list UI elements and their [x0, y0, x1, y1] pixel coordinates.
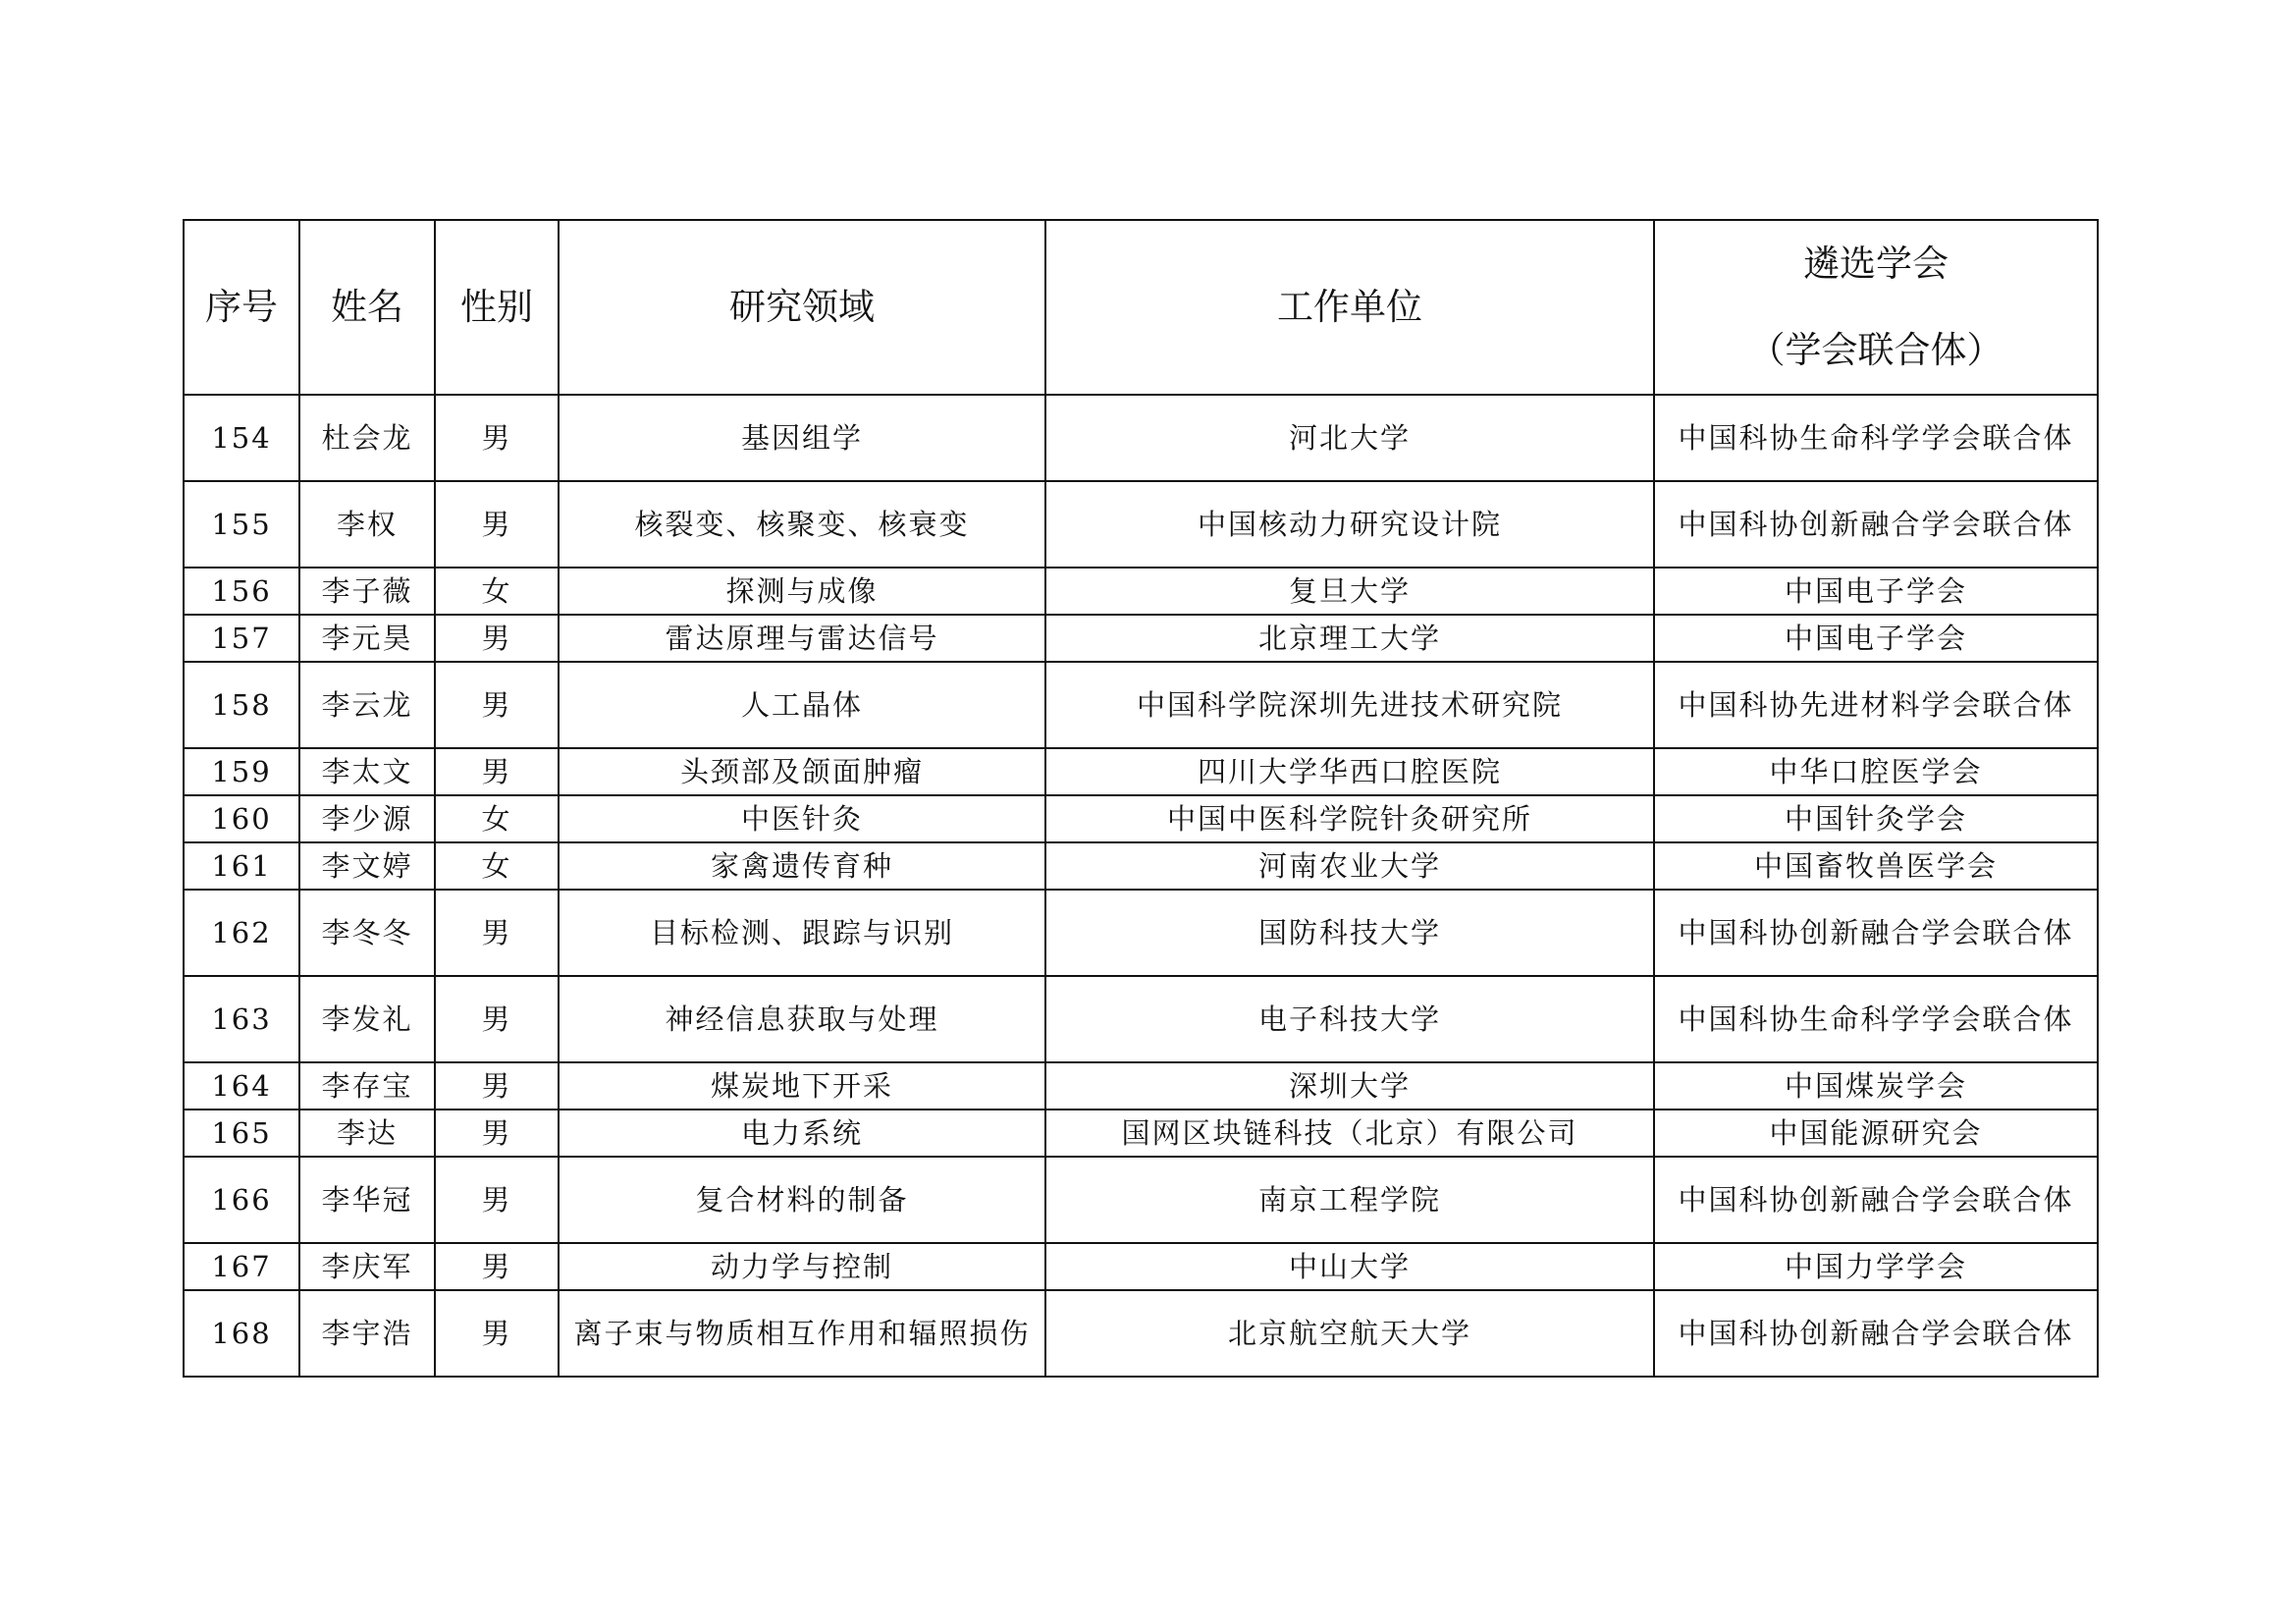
cell-field: 电力系统 — [559, 1110, 1045, 1157]
cell-society: 中国煤炭学会 — [1654, 1062, 2098, 1110]
header-society-line1: 遴选学会 — [1803, 243, 1949, 285]
cell-gender: 男 — [435, 395, 559, 481]
cell-society: 中国科协创新融合学会联合体 — [1654, 890, 2098, 976]
table-row — [184, 1243, 2098, 1290]
cell-society: 中华口腔医学会 — [1654, 748, 2098, 795]
table-row — [184, 615, 2098, 662]
cell-field: 复合材料的制备 — [559, 1157, 1045, 1243]
cell-gender: 男 — [435, 1062, 559, 1110]
cell-seq: 167 — [184, 1243, 299, 1290]
cell-seq: 160 — [184, 795, 299, 842]
cell-field: 神经信息获取与处理 — [559, 976, 1045, 1062]
table-row — [184, 748, 2098, 795]
cell-field: 基因组学 — [559, 395, 1045, 481]
cell-workplace: 中山大学 — [1045, 1243, 1654, 1290]
header-society-line2: （学会联合体） — [1748, 329, 2003, 371]
cell-seq: 163 — [184, 976, 299, 1062]
cell-seq: 158 — [184, 662, 299, 748]
cell-workplace: 北京航空航天大学 — [1045, 1290, 1654, 1377]
cell-society: 中国畜牧兽医学会 — [1654, 842, 2098, 890]
cell-seq: 159 — [184, 748, 299, 795]
cell-seq: 161 — [184, 842, 299, 890]
cell-society: 中国科协创新融合学会联合体 — [1654, 1157, 2098, 1243]
cell-seq: 164 — [184, 1062, 299, 1110]
cell-workplace: 国防科技大学 — [1045, 890, 1654, 976]
cell-name: 李元昊 — [299, 615, 435, 662]
cell-workplace: 中国中医科学院针灸研究所 — [1045, 795, 1654, 842]
cell-gender: 男 — [435, 1290, 559, 1377]
cell-field: 动力学与控制 — [559, 1243, 1045, 1290]
cell-name: 李云龙 — [299, 662, 435, 748]
cell-society: 中国科协生命科学学会联合体 — [1654, 976, 2098, 1062]
cell-name: 李子薇 — [299, 568, 435, 615]
cell-society: 中国力学学会 — [1654, 1243, 2098, 1290]
cell-workplace: 南京工程学院 — [1045, 1157, 1654, 1243]
cell-name: 李宇浩 — [299, 1290, 435, 1377]
cell-name: 杜会龙 — [299, 395, 435, 481]
cell-gender: 男 — [435, 1243, 559, 1290]
cell-seq: 157 — [184, 615, 299, 662]
table-row — [184, 1157, 2098, 1243]
cell-workplace: 中国核动力研究设计院 — [1045, 481, 1654, 568]
cell-gender: 男 — [435, 615, 559, 662]
table-row — [184, 1290, 2098, 1377]
cell-seq: 154 — [184, 395, 299, 481]
cell-field: 探测与成像 — [559, 568, 1045, 615]
cell-name: 李庆军 — [299, 1243, 435, 1290]
cell-seq: 162 — [184, 890, 299, 976]
cell-gender: 男 — [435, 662, 559, 748]
cell-name: 李发礼 — [299, 976, 435, 1062]
cell-field: 核裂变、核聚变、核衰变 — [559, 481, 1045, 568]
cell-field: 目标检测、跟踪与识别 — [559, 890, 1045, 976]
header-society — [1654, 220, 2098, 395]
table-row — [184, 842, 2098, 890]
cell-workplace: 北京理工大学 — [1045, 615, 1654, 662]
table-row — [184, 568, 2098, 615]
cell-field: 离子束与物质相互作用和辐照损伤 — [559, 1290, 1045, 1377]
cell-name: 李达 — [299, 1110, 435, 1157]
table-row — [184, 662, 2098, 748]
table-body — [184, 395, 2098, 1377]
table-header — [184, 220, 2098, 395]
cell-field: 中医针灸 — [559, 795, 1045, 842]
cell-society: 中国科协创新融合学会联合体 — [1654, 1290, 2098, 1377]
header-workplace: 工作单位 — [1045, 220, 1654, 395]
cell-gender: 男 — [435, 748, 559, 795]
table-row — [184, 795, 2098, 842]
cell-gender: 男 — [435, 890, 559, 976]
cell-seq: 155 — [184, 481, 299, 568]
header-field: 研究领域 — [559, 220, 1045, 395]
cell-name: 李权 — [299, 481, 435, 568]
cell-gender: 男 — [435, 481, 559, 568]
header-gender: 性别 — [435, 220, 559, 395]
cell-gender: 男 — [435, 1157, 559, 1243]
cell-workplace: 河北大学 — [1045, 395, 1654, 481]
cell-name: 李少源 — [299, 795, 435, 842]
table-row — [184, 890, 2098, 976]
table-row — [184, 1110, 2098, 1157]
cell-society: 中国电子学会 — [1654, 568, 2098, 615]
cell-seq: 165 — [184, 1110, 299, 1157]
cell-workplace: 深圳大学 — [1045, 1062, 1654, 1110]
table-row — [184, 976, 2098, 1062]
cell-society: 中国针灸学会 — [1654, 795, 2098, 842]
cell-name: 李华冠 — [299, 1157, 435, 1243]
cell-name: 李文婷 — [299, 842, 435, 890]
header-name: 姓名 — [299, 220, 435, 395]
cell-society: 中国电子学会 — [1654, 615, 2098, 662]
cell-gender: 男 — [435, 1110, 559, 1157]
cell-workplace: 河南农业大学 — [1045, 842, 1654, 890]
cell-name: 李太文 — [299, 748, 435, 795]
table-row — [184, 395, 2098, 481]
cell-field: 雷达原理与雷达信号 — [559, 615, 1045, 662]
cell-gender: 女 — [435, 568, 559, 615]
talent-roster-table — [183, 219, 2099, 1378]
cell-workplace: 中国科学院深圳先进技术研究院 — [1045, 662, 1654, 748]
cell-seq: 166 — [184, 1157, 299, 1243]
cell-society: 中国科协创新融合学会联合体 — [1654, 481, 2098, 568]
table-row — [184, 1062, 2098, 1110]
cell-society: 中国科协先进材料学会联合体 — [1654, 662, 2098, 748]
cell-society: 中国能源研究会 — [1654, 1110, 2098, 1157]
cell-gender: 女 — [435, 795, 559, 842]
cell-field: 人工晶体 — [559, 662, 1045, 748]
header-row — [184, 220, 2098, 395]
cell-workplace: 电子科技大学 — [1045, 976, 1654, 1062]
cell-gender: 女 — [435, 842, 559, 890]
cell-workplace: 国网区块链科技（北京）有限公司 — [1045, 1110, 1654, 1157]
cell-workplace: 复旦大学 — [1045, 568, 1654, 615]
cell-field: 头颈部及颌面肿瘤 — [559, 748, 1045, 795]
header-seq: 序号 — [184, 220, 299, 395]
cell-society: 中国科协生命科学学会联合体 — [1654, 395, 2098, 481]
cell-field: 家禽遗传育种 — [559, 842, 1045, 890]
cell-field: 煤炭地下开采 — [559, 1062, 1045, 1110]
cell-seq: 168 — [184, 1290, 299, 1377]
cell-workplace: 四川大学华西口腔医院 — [1045, 748, 1654, 795]
cell-name: 李存宝 — [299, 1062, 435, 1110]
cell-gender: 男 — [435, 976, 559, 1062]
table-row — [184, 481, 2098, 568]
cell-name: 李冬冬 — [299, 890, 435, 976]
cell-seq: 156 — [184, 568, 299, 615]
